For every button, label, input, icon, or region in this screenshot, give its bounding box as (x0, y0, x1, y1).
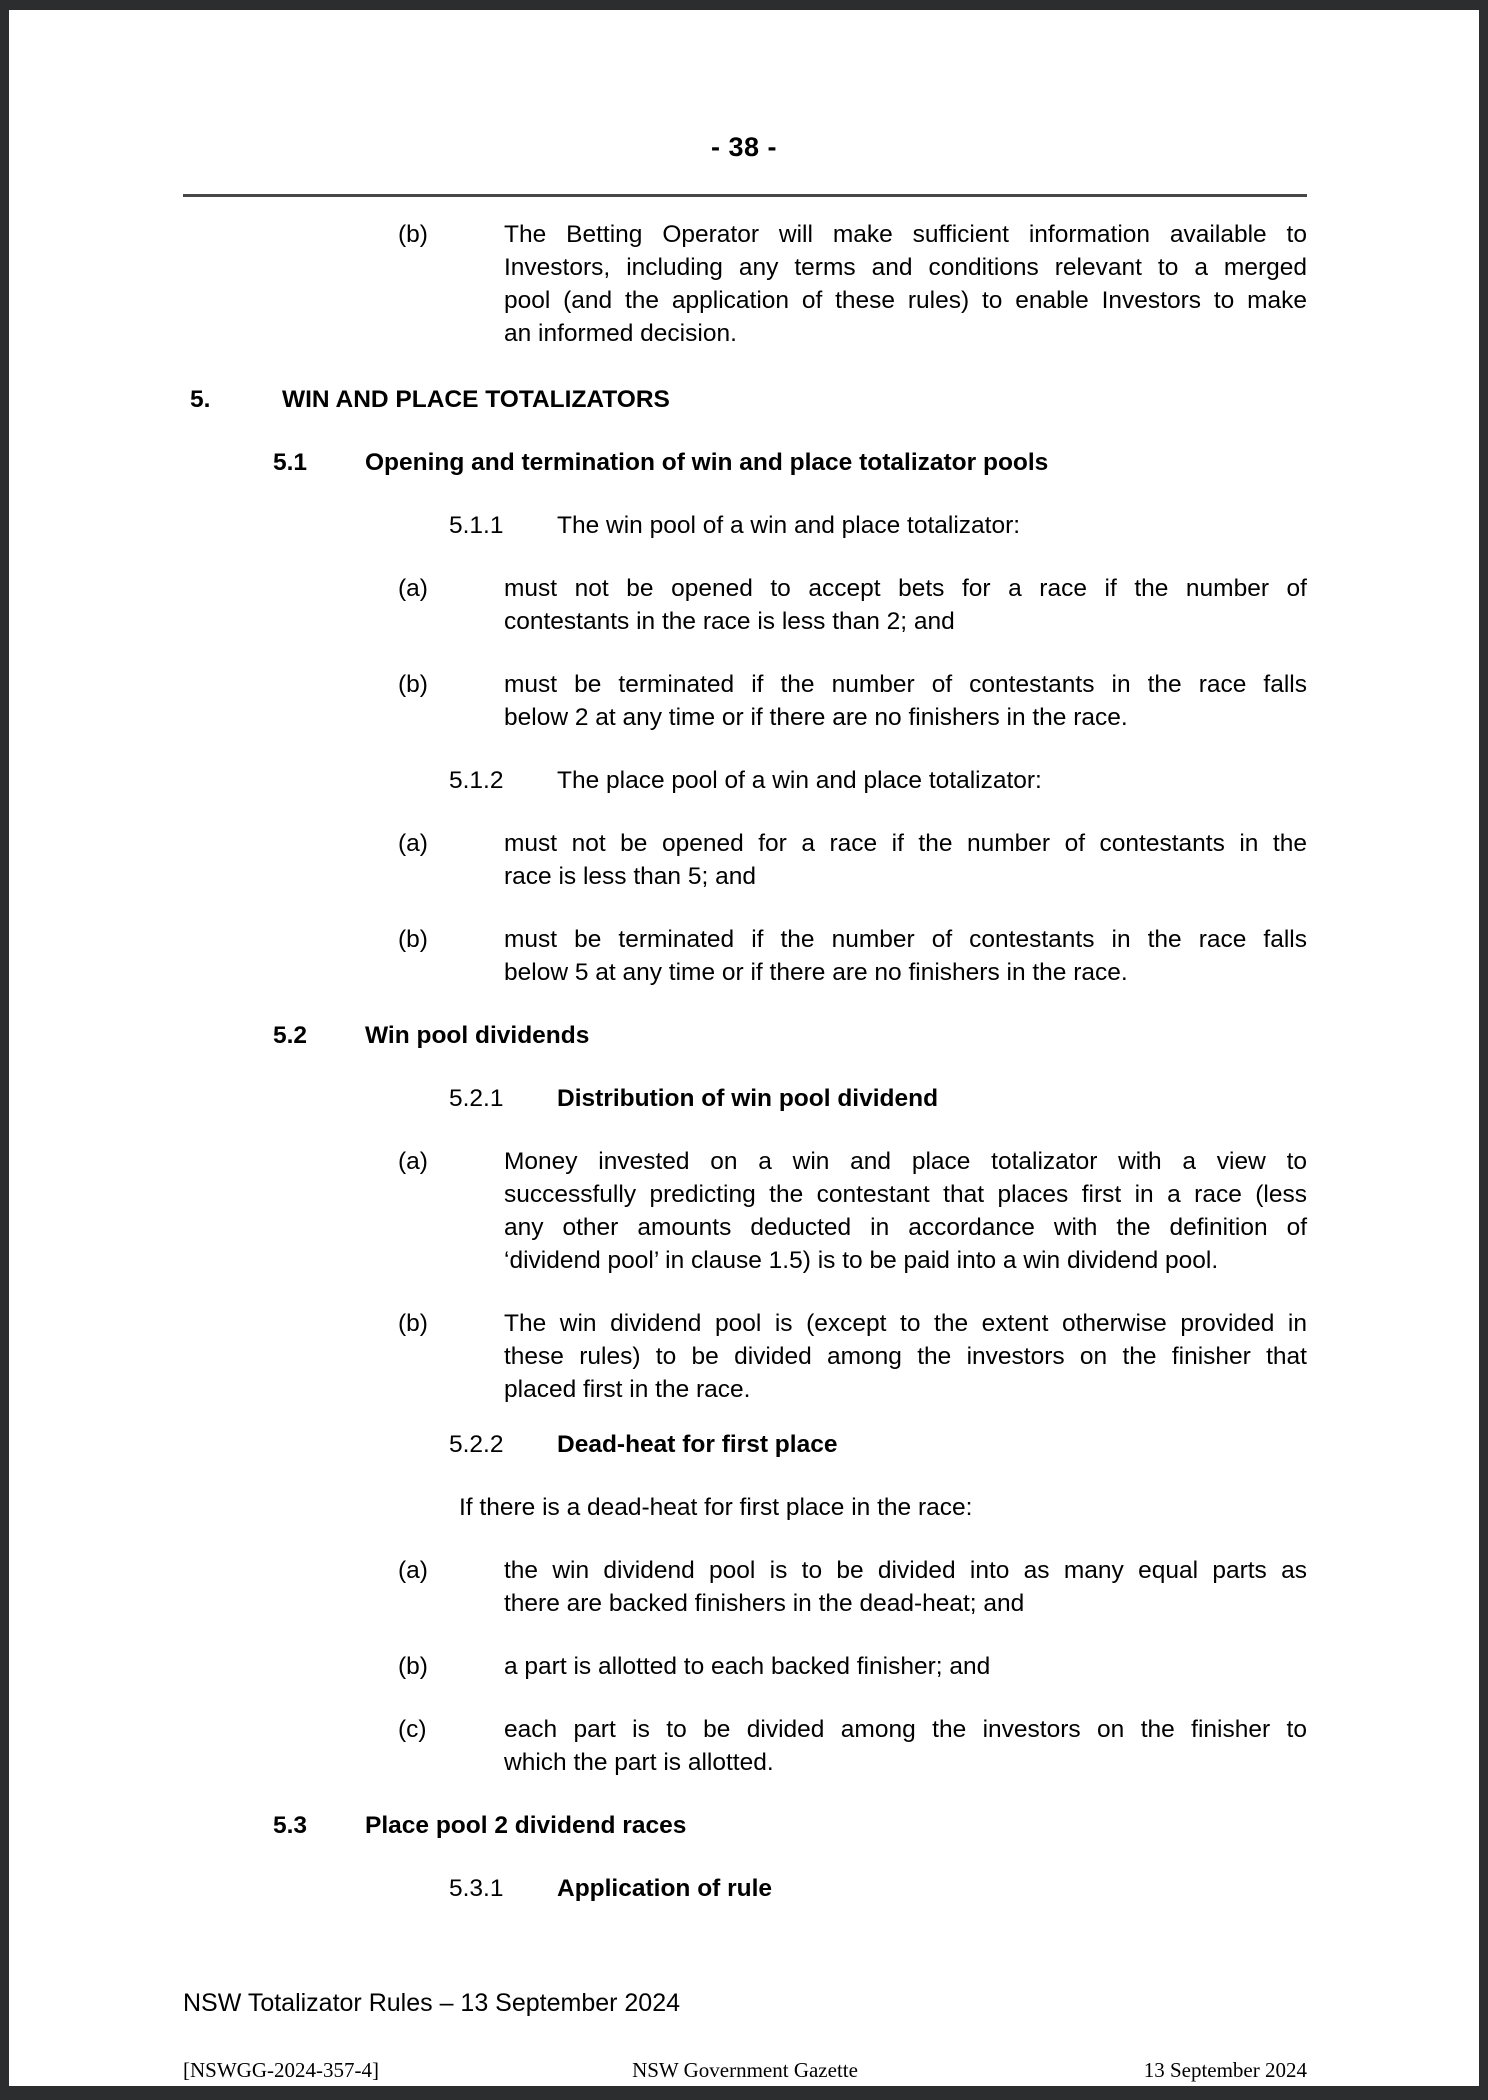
clause-line: each part is to be divided among the investors on the finisher to (504, 1716, 1307, 1743)
footer-date: 13 September 2024 (1143, 2058, 1307, 2082)
heading-number: 5.2.1 (449, 1085, 504, 1112)
clause-list-item (398, 1650, 1307, 1683)
clause-list-item (398, 923, 1307, 989)
clause-line: must be terminated if the number of contestants in the race falls (504, 926, 1307, 953)
section-heading-2 (273, 1809, 1479, 1842)
heading-text: Place pool 2 dividend races (365, 1812, 687, 1839)
section-heading-3 (449, 1428, 1479, 1461)
heading-text: Distribution of win pool dividend (557, 1085, 939, 1112)
heading-text: WIN AND PLACE TOTALIZATORS (282, 386, 670, 413)
clause-line: an informed decision. (504, 320, 737, 347)
clause-list-item (398, 1307, 1307, 1406)
section-heading-3 (449, 1872, 1479, 1905)
footer-doc-title: NSW Totalizator Rules – 13 September 2024 (183, 1989, 681, 2017)
clause-line: pool (and the application of these rules) to enable Investors to make (504, 287, 1307, 314)
clause-line: there are backed finishers in the dead-heat; and (504, 1590, 1025, 1617)
footer-ref: [NSWGG-2024-357-4] (183, 2058, 379, 2082)
clause-line: below 2 at any time or if there are no finishers in the race. (504, 704, 1128, 731)
clause-marker: (a) (398, 830, 428, 857)
document-body (9, 218, 1479, 1905)
footer-gazette: NSW Government Gazette (632, 2058, 858, 2082)
clause-line: race is less than 5; and (504, 863, 756, 890)
clause-line: must not be opened to accept bets for a race if the number of (504, 575, 1307, 602)
heading-number: 5. (190, 386, 211, 413)
clause-line: the win dividend pool is to be divided into as many equal parts as (504, 1557, 1307, 1584)
clause-line: successfully predicting the contestant that places first in a race (less (504, 1181, 1307, 1208)
clause-list-item (398, 1713, 1307, 1779)
clause-marker: (b) (398, 926, 428, 953)
heading-number: 5.1 (273, 449, 308, 476)
heading-number: 5.2.2 (449, 1431, 504, 1458)
clause-line: which the part is allotted. (504, 1749, 774, 1776)
page-number: - 38 - (710, 132, 778, 162)
clause-list-item (398, 1145, 1307, 1277)
clause-line: contestants in the race is less than 2; and (504, 608, 955, 635)
section-heading-3 (449, 1082, 1479, 1115)
heading-text: The place pool of a win and place totalizator: (557, 767, 1042, 794)
heading-number: 5.1.2 (449, 767, 504, 794)
heading-text: Win pool dividends (365, 1022, 590, 1049)
clause-list-item (398, 572, 1307, 638)
clause-marker: (b) (398, 671, 428, 698)
section-heading-3 (449, 764, 1479, 797)
clause-marker: (a) (398, 575, 428, 602)
section-heading-2 (273, 1019, 1479, 1052)
clause-list-item (398, 668, 1307, 734)
footer-meta-row (183, 2056, 1307, 2084)
clause-list-item (398, 1554, 1307, 1620)
heading-text: Opening and termination of win and place totalizator pools (365, 449, 1049, 476)
clause-line: Money invested on a win and place totalizator with a view to (504, 1148, 1307, 1175)
section-heading-3 (449, 509, 1479, 542)
clause-marker: (a) (398, 1557, 428, 1584)
section-heading-1 (190, 383, 1479, 416)
clause-marker: (b) (398, 1653, 428, 1680)
heading-number: 5.1.1 (449, 512, 504, 539)
clause-line: must be terminated if the number of contestants in the race falls (504, 671, 1307, 698)
clause-line: any other amounts deducted in accordance with the definition of (504, 1214, 1307, 1241)
clause-line: ‘dividend pool’ in clause 1.5) is to be paid into a win dividend pool. (504, 1247, 1219, 1274)
heading-text: The win pool of a win and place totalizator: (557, 512, 1021, 539)
clause-paragraph (459, 1491, 1307, 1524)
clause-marker: (b) (398, 221, 428, 248)
header-rule (183, 194, 1307, 197)
clause-list-item (398, 218, 1307, 350)
clause-list-item (398, 827, 1307, 893)
clause-marker: (b) (398, 1310, 428, 1337)
clause-marker: (c) (398, 1716, 427, 1743)
clause-line: a part is allotted to each backed finisher; and (504, 1653, 991, 1680)
heading-number: 5.3 (273, 1812, 308, 1839)
paper (9, 10, 1479, 2086)
heading-number: 5.3.1 (449, 1875, 504, 1902)
heading-text: Application of rule (557, 1875, 773, 1902)
clause-line: these rules) to be divided among the investors on the finisher that (504, 1343, 1307, 1370)
clause-marker: (a) (398, 1148, 428, 1175)
clause-line: Investors, including any terms and conditions relevant to a merged (504, 254, 1307, 281)
clause-line: The win dividend pool is (except to the extent otherwise provided in (504, 1310, 1307, 1337)
clause-line: placed first in the race. (504, 1376, 751, 1403)
clause-line: below 5 at any time or if there are no finishers in the race. (504, 959, 1128, 986)
clause-line: must not be opened for a race if the number of contestants in the (504, 830, 1307, 857)
heading-number: 5.2 (273, 1022, 308, 1049)
heading-text: Dead-heat for first place (557, 1431, 838, 1458)
clause-line: If there is a dead-heat for first place in the race: (459, 1494, 973, 1521)
section-heading-2 (273, 446, 1479, 479)
clause-line: The Betting Operator will make sufficient information available to (504, 221, 1307, 248)
